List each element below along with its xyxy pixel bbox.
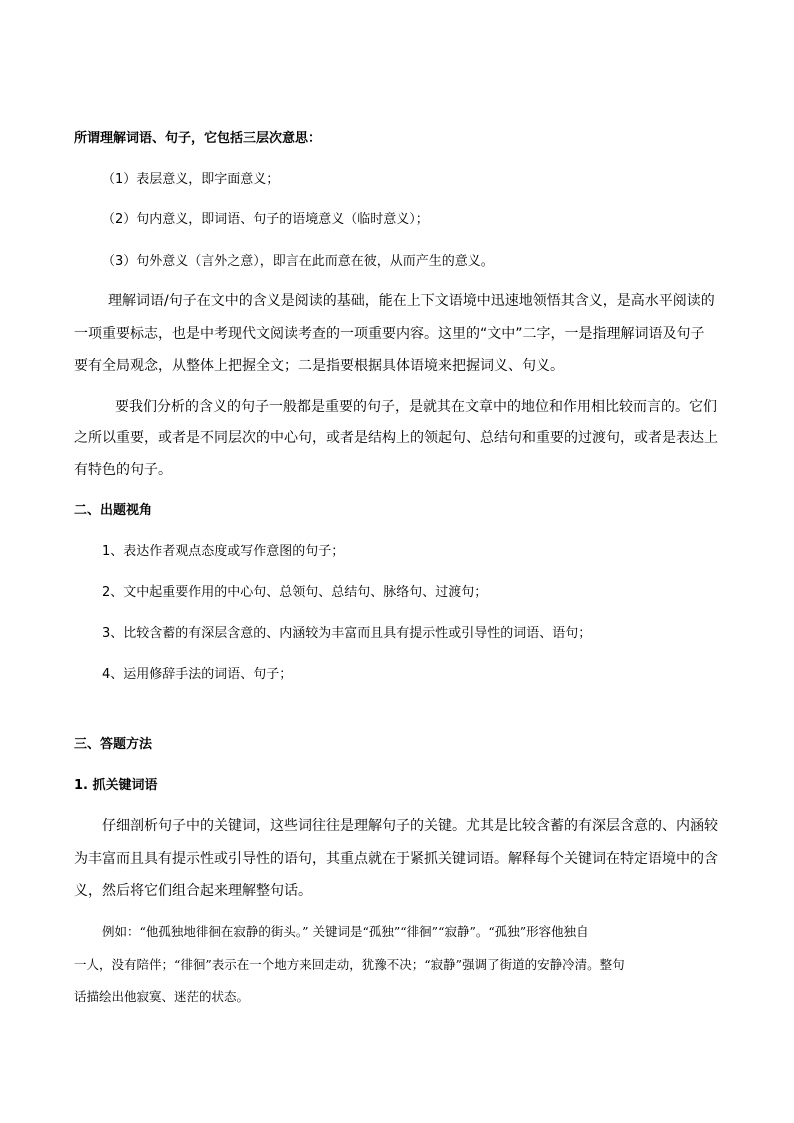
example-line: 话描绘出他寂寞、迷茫的状态。 — [74, 989, 250, 1004]
paragraph-line: 一项重要标志，也是中考现代文阅读考查的一项重要内容。这里的“文中”二字，一是指理解词语及句子 — [74, 326, 705, 342]
list-item: 2、文中起重要作用的中心句、总领句、总结句、脉络句、过渡句； — [102, 585, 488, 600]
intro-heading: 所谓理解词语、句子，它包括三层次意思： — [74, 131, 322, 146]
paragraph-line: 为丰富而且具有提示性或引导性的语句，其重点就在于紧抓关键词语。解释每个关键词在特定语境中的含 — [74, 851, 718, 867]
level-item: （3）句外意义（言外之意），即言在此而意在彼，从而产生的意义。 — [102, 254, 494, 269]
paragraph-line: 有特色的句子。 — [74, 462, 172, 478]
paragraph-line: 义，然后将它们组合起来理解整句话。 — [74, 883, 312, 899]
list-item: 4、运用修辞手法的词语、句子； — [102, 667, 293, 682]
paragraph-line: 要有全局观念，从整体上把握全文；二是指要根据具体语境来把握词义、句义。 — [74, 358, 564, 374]
section-heading: 三、答题方法 — [74, 737, 153, 752]
section-heading: 二、出题视角 — [74, 503, 153, 518]
example-line: 例如：“他孤独地徘徊在寂静的街头。” 关键词是“孤独”“徘徊”“寂静”。“孤独”形容他独自 — [102, 924, 589, 939]
level-item: （1）表层意义，即字面意义； — [102, 172, 280, 187]
paragraph-line: 理解词语/句子在文中的含义是阅读的基础，能在上下文语境中迅速地领悟其含义，是高水平阅读的 — [108, 293, 715, 309]
subsection-heading: 1. 抓关键词语 — [74, 778, 158, 793]
paragraph-line: 要我们分析的含义的句子一般都是重要的句子，是就其在文章中的地位和作用相比较而言的。它们 — [115, 399, 717, 415]
example-line: 一人，没有陪伴；“徘徊”表示在一个地方来回走动，犹豫不决；“寂静”强调了街道的安静冷清。整句 — [74, 957, 625, 972]
level-item: （2）句内意义，即词语、句子的语境意义（临时意义）； — [102, 212, 429, 227]
list-item: 3、比较含蓄的有深层含意的、内涵较为丰富而且具有提示性或引导性的词语、语句； — [102, 626, 592, 641]
paragraph-line: 之所以重要，或者是不同层次的中心句，或者是结构上的领起句、总结句和重要的过渡句，或者是表达上 — [74, 430, 718, 446]
list-item: 1、表达作者观点态度或写作意图的句子； — [102, 544, 345, 559]
paragraph-line: 仔细剖析句子中的关键词，这些词往往是理解句子的关键。尤其是比较含蓄的有深层含意的、内涵较 — [102, 818, 718, 834]
